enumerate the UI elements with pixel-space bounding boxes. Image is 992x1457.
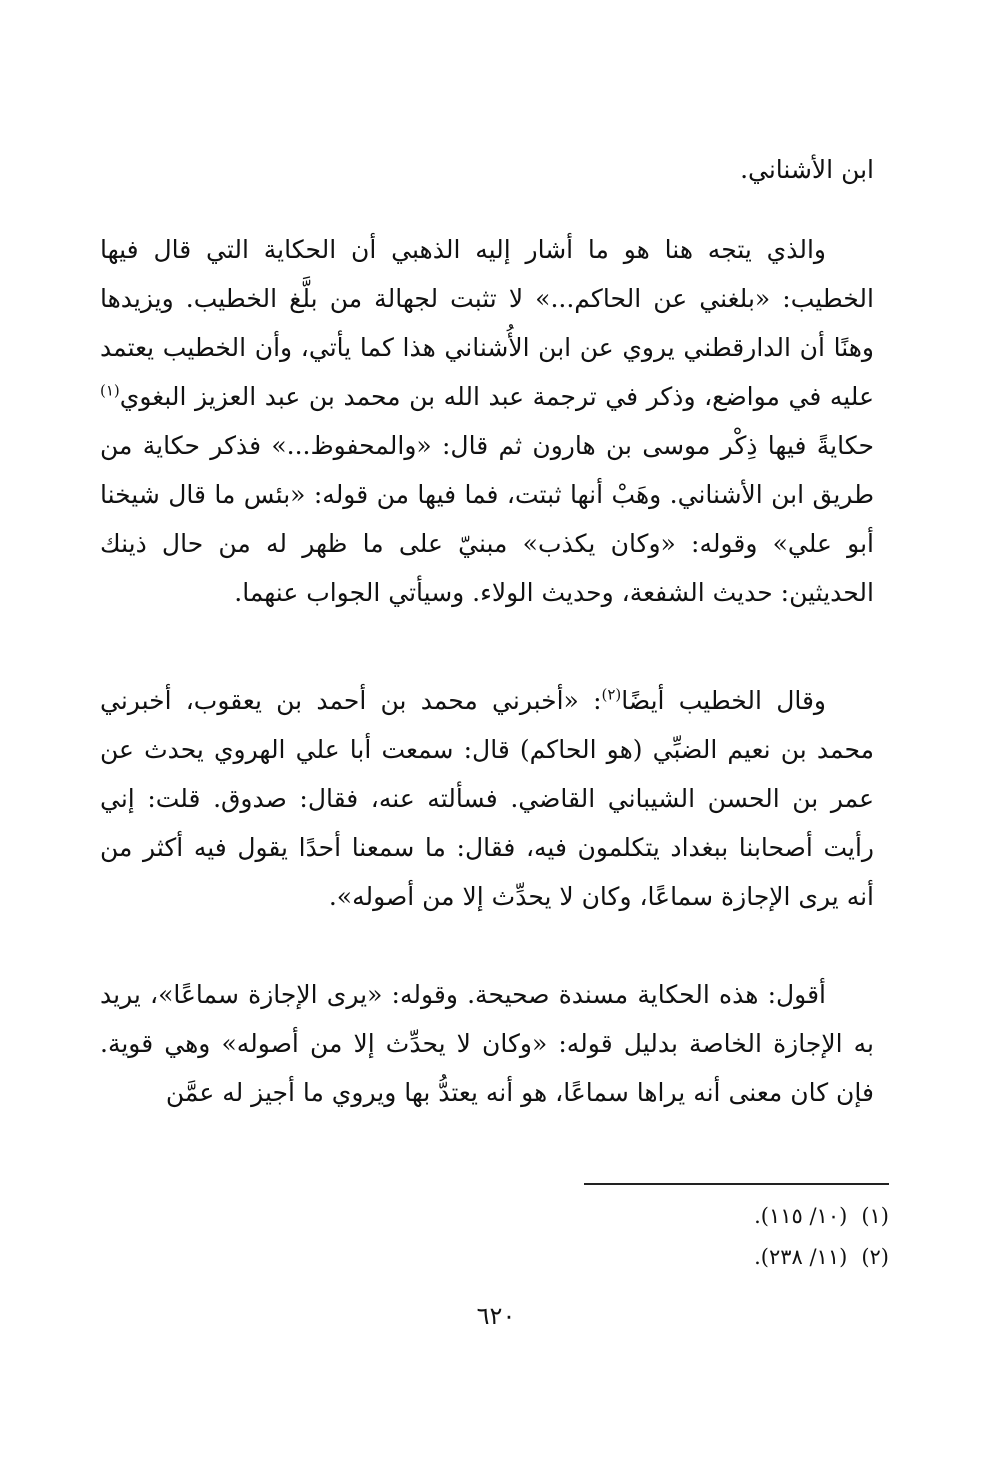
footnote-2-number: (٢): [861, 1245, 889, 1269]
footnote-ref-1[interactable]: (١): [100, 381, 120, 400]
intro-line: [100, 145, 874, 194]
paragraph-2: [100, 676, 874, 921]
paragraph-1: [100, 225, 874, 617]
paragraph-2-part-1: وقال الخطيب أيضًا: [621, 686, 827, 715]
paragraph-2-text: [100, 676, 874, 921]
paragraph-3-text: أقول: هذه الحكاية مسندة صحيحة. وقوله: «يرى الإجازة سماعًا»، يريد به الإجازة الخاصة بدليل قوله: «وكان لا يحدِّث إلا من أصوله» وهي قوية. فإن كان معنى أنه يراها سماعًا، هو أنه يعتدُّ بها ويروي ما أجيز له عمَّن: [100, 980, 874, 1107]
footnote-1-text: (١٠/ ١١٥).: [754, 1204, 848, 1228]
footnote-ref-2[interactable]: (٢): [601, 685, 622, 704]
paragraph-1-part-2: حكايةً فيها ذِكْر موسى بن هارون ثم قال: «والمحفوظ...» فذكر حكاية من طريق ابن الأشناني. وهَبْ أنها ثبتت، فما فيها من قوله: «بئس ما قال شيخنا أبو علي» وقوله: «وكان يكذب» مبنيّ على ما ظهر له من حال ذينك الحديثين: حديث الشفعة، وحديث الولاء. وسيأتي الجواب عنهما.: [100, 431, 874, 607]
paragraph-3: [100, 970, 874, 1117]
footnote-1: [489, 1196, 889, 1237]
footnote-1-number: (١): [861, 1204, 889, 1228]
footnote-2-text: (١١/ ٢٣٨).: [754, 1245, 848, 1269]
paragraph-2-part-2: : «أخبرني محمد بن أحمد بن يعقوب، أخبرني محمد بن نعيم الضبِّي (هو الحاكم) قال: سمعت أبا علي الهروي يحدث عن عمر بن الحسن الشيباني القاضي. فسألته عنه، فقال: صدوق. قلت: إني رأيت أصحابنا ببغداد يتكلمون فيه، فقال: ما سمعنا أحدًا يقول فيه أكثر من أنه يرى الإجازة سماعًا، وكان لا يحدِّث إلا من أصوله».: [100, 686, 874, 911]
intro-text: ابن الأشناني.: [740, 155, 874, 184]
paragraph-1-text: [100, 225, 874, 617]
footnote-divider: [584, 1183, 889, 1185]
footnotes: [489, 1196, 889, 1278]
footnote-2: [489, 1237, 889, 1278]
paragraph-1-part-1: والذي يتجه هنا هو ما أشار إليه الذهبي أن الحكاية التي قال فيها الخطيب: «بلغني عن الحاكم...» لا تثبت لجهالة من بلَّغ الخطيب. ويزيدها وهنًا أن الدارقطني يروي عن ابن الأُشناني هذا كما يأتي، وأن الخطيب يعتمد عليه في مواضع، وذكر في ترجمة عبد الله بن محمد بن عبد العزيز البغوي: [100, 235, 874, 411]
page-number: ٦٢٠: [476, 1302, 516, 1330]
